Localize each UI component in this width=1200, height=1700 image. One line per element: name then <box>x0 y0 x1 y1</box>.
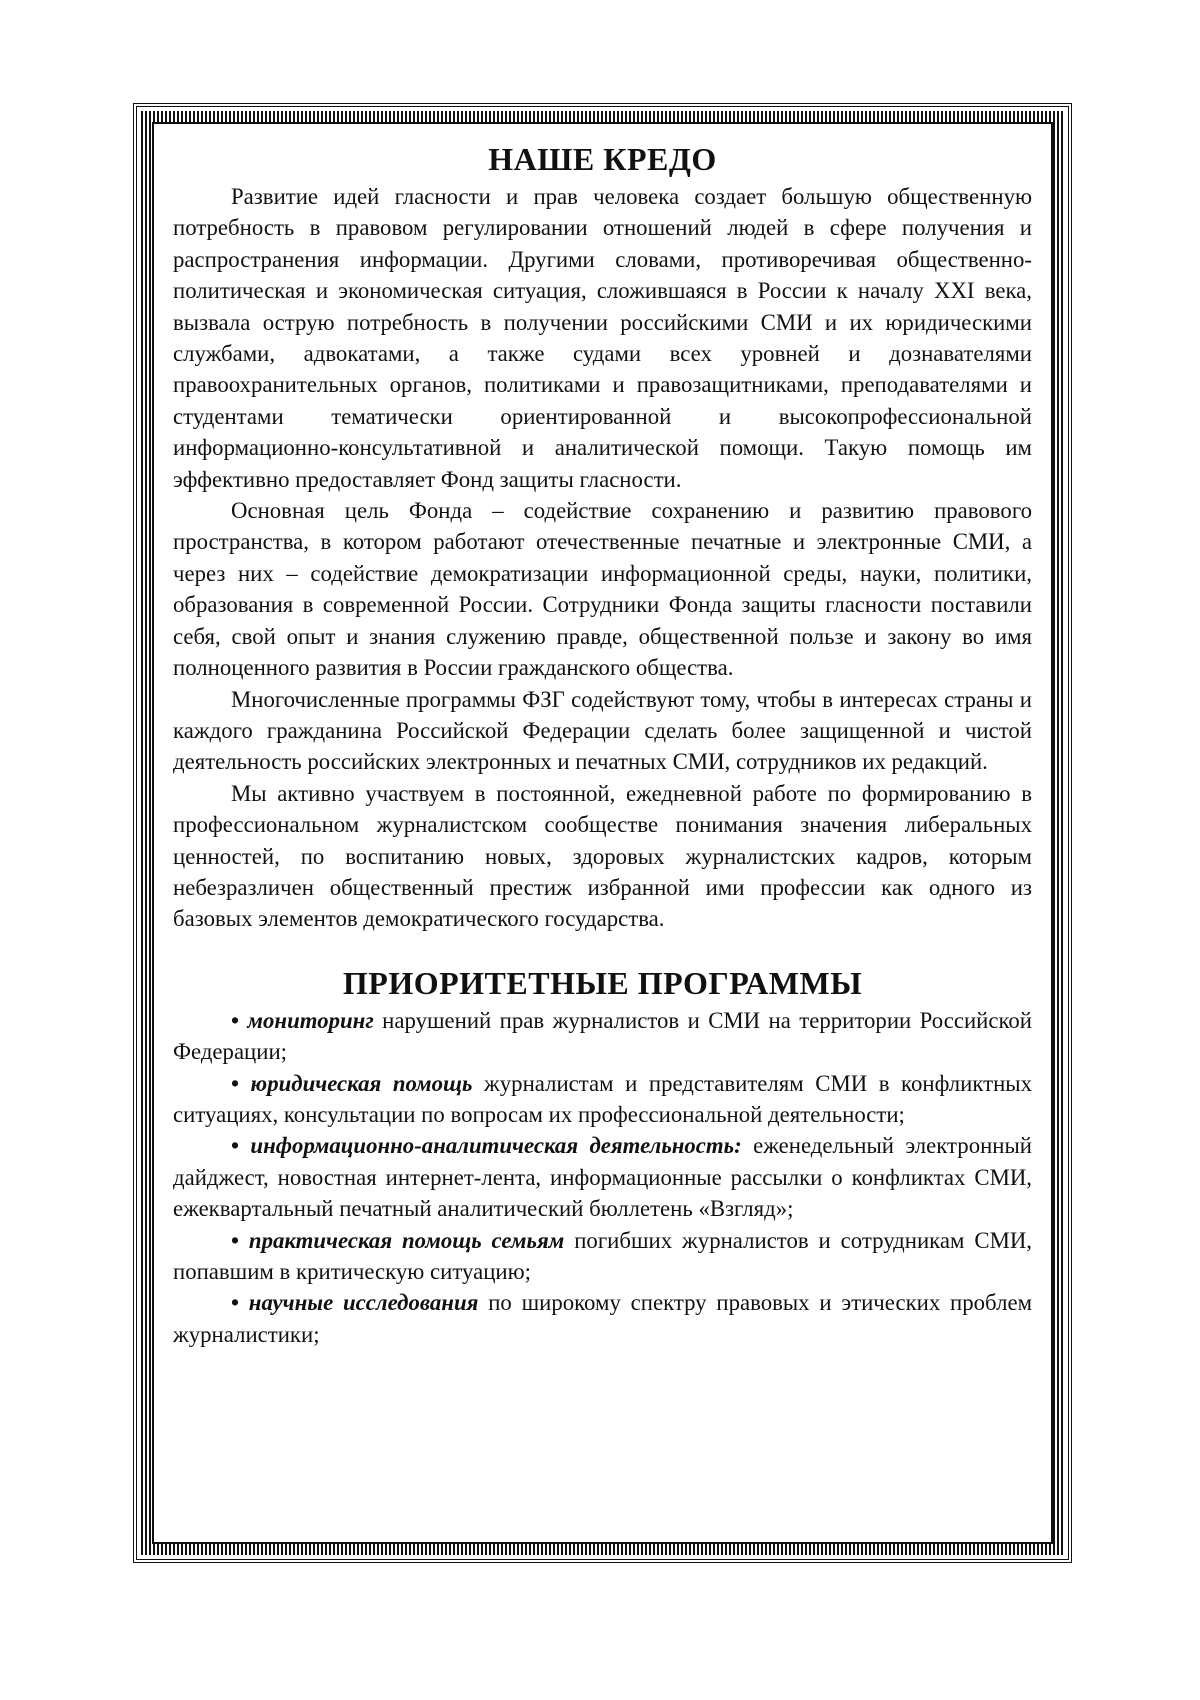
bullet-icon: • <box>231 1007 239 1033</box>
credo-paragraph-1: Развитие идей гласности и прав человека создает большую общественную потребность в правовом регулировании отношений людей в сфере получения и распространения информации. Другими словами, противоречивая общественно-политическая и экономическая ситуация, сложившаяся в России к началу XXI века, вызвала острую потребность в получении российскими СМИ и их юридическими службами, адвокатами, а также судами всех уровней и дознавателями правоохранительных органов, политиками и правозащитниками, преподавателями и студентами тематически ориентированной и высокопрофессиональной информационно-консультативной и аналитической помощи. Такую помощь им эффективно предоставляет Фонд защиты гласности. <box>173 184 1032 492</box>
ornamental-border-frame <box>133 103 1072 1563</box>
program-item-monitoring <box>173 1005 1032 1068</box>
program-text: по широкому спектру правовых и этических проблем журналистики; <box>173 1290 1032 1347</box>
bullet-icon: • <box>231 1290 239 1316</box>
program-term: юридическая помощь <box>250 1070 473 1096</box>
credo-paragraph-2: Основная цель Фонда – содействие сохранению и развитию правового пространства, в котором работают отечественные печатные и электронные СМИ, а через них – содействие демократизации информационной среды, науки, политики, образования в современной России. Сотрудники Фонда защиты гласности поставили себя, свой опыт и знания служению правде, общественной пользе и закону во имя полноценного развития в России гражданского общества. <box>173 498 1032 681</box>
program-text: погибших журналистов и сотрудникам СМИ, попавшим в критическую ситуацию; <box>173 1227 1033 1284</box>
program-term: научные исследования <box>248 1290 479 1316</box>
programs-heading: ПРИОРИТЕТНЫЕ ПРОГРАММЫ <box>342 964 863 1001</box>
credo-paragraph-3: Многочисленные программы ФЗГ содействуют тому, чтобы в интересах страны и каждого гражданина Российской Федерации сделать более защищенной и чистой деятельность российских электронных и печатных СМИ, сотрудников их редакций. <box>173 686 1032 775</box>
program-text: нарушений прав журналистов и СМИ на территории Российской Федерации; <box>173 1007 1032 1065</box>
program-text: еженедельный электронный дайджест, новостная интернет-лента, информационные рассылки о конфликтах СМИ, ежеквартальный печатный аналитический бюллетень «Взгляд»; <box>173 1133 1033 1222</box>
program-term: практическая помощь семьям <box>248 1227 565 1253</box>
program-item-legal-help <box>173 1068 1032 1131</box>
program-item-family-help <box>173 1225 1032 1288</box>
program-term: мониторинг <box>247 1007 374 1033</box>
program-item-research <box>173 1287 1032 1350</box>
credo-paragraph-4: Мы активно участвуем в постоянной, ежедневной работе по формированию в профессиональном журналистском сообществе понимания значения либеральных ценностей, по воспитанию новых, здоровых журналистских кадров, которым небезразличен общественный престиж избранной ими профессии как одного из базовых элементов демократического государства. <box>173 780 1032 932</box>
program-text: журналистам и представителям СМИ в конфликтных ситуациях, консультации по вопросам их профессиональной деятельности; <box>173 1070 1033 1127</box>
program-item-analytics <box>173 1130 1032 1224</box>
credo-heading: НАШЕ КРЕДО <box>488 141 717 177</box>
program-term: информационно-аналитическая деятельность: <box>250 1133 742 1159</box>
bullet-icon: • <box>231 1133 239 1159</box>
bullet-icon: • <box>231 1227 239 1253</box>
bullet-icon: • <box>231 1070 239 1096</box>
page-content <box>173 137 1032 1539</box>
